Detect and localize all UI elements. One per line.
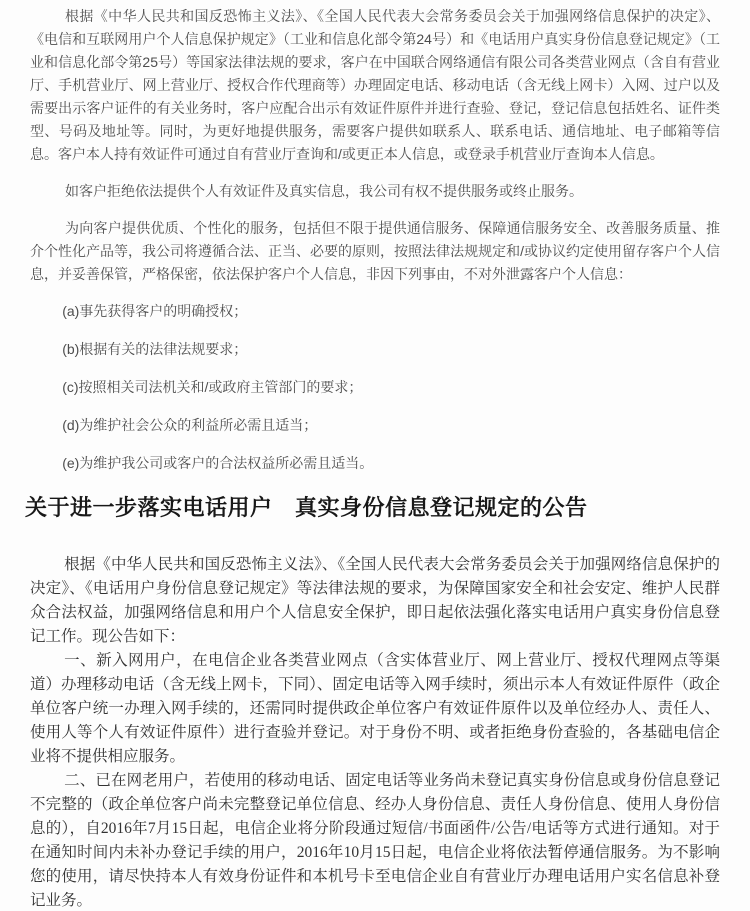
policy-paragraph-1: 根据《中华人民共和国反恐怖主义法》、《全国人民代表大会常务委员会关于加强网络信息保护的决定》、《电信和互联网用户个人信息保护规定》（工业和信息化部令第24号）和《电话用户真实身份信息登记规定》（工业和信息化部令第25号）等国家法律法规的要求，客户在中国联合网络通信有限公司各类营业网点（含自有营业厅、手机营业厅、网上营业厅、授权合作代理商等）办理固定电话、移动电话（含无线上网卡）入网、过户以及需要出示客户证件的有关业务时，客户应配合出示有效证件原件并进行查验、登记，登记信息包括姓名、证件类型、号码及地址等。同时，为更好地提供服务，需要客户提供如联系人、联系电话、通信地址、电子邮箱等信息。客户本人持有效证件可通过自有营业厅查询和/或更正本人信息，或登录手机营业厅查询本人信息。 xyxy=(30,8,720,162)
announcement-section xyxy=(30,553,720,911)
announcement-title: 关于进一步落实电话用户 真实身份信息登记规定的公告 xyxy=(25,495,588,520)
privacy-policy-section xyxy=(30,5,720,475)
announcement-paragraph-3: 二、已在网老用户，若使用的移动电话、固定电话等业务尚未登记真实身份信息或身份信息登记不完整的（政企单位客户尚未完整登记单位信息、经办人身份信息、责任人身份信息、使用人身份信息的），自2016年7月15日起，电信企业将分阶段通过短信/书面函件/公告/电话等方式进行通知。对于在通知时间内未补办登记手续的用户，2016年10月15日起，电信企业将依法暂停通信服务。为不影响您的使用，请尽快持本人有效身份证件和本机号卡至电信企业自有营业厅办理电话用户实名信息补登记业务。 xyxy=(30,772,720,909)
policy-list-item-d: (d)为维护社会公众的利益所必需且适当； xyxy=(62,417,318,433)
policy-list-item-a: (a)事先获得客户的明确授权； xyxy=(62,303,248,319)
policy-list-item-c: (c)按照相关司法机关和/或政府主管部门的要求； xyxy=(62,379,363,395)
announcement-paragraph-2: 一、新入网用户，在电信企业各类营业网点（含实体营业厅、网上营业厅、授权代理网点等渠道）办理移动电话（含无线上网卡，下同）、固定电话等入网手续时，须出示本人有效证件原件（政企单位客户统一办理入网手续的，还需同时提供政企单位客户有效证件原件以及单位经办人、责任人、使用人等个人有效证件原件）进行查验并登记。对于身份不明、或者拒绝身份查验的，各基础电信企业将不提供相应服务。 xyxy=(30,652,720,765)
policy-paragraph-3: 为向客户提供优质、个性化的服务，包括但不限于提供通信服务、保障通信服务安全、改善服务质量、推介个性化产品等，我公司将遵循合法、正当、必要的原则，按照法律法规规定和/或协议约定使用留存客户个人信息，并妥善保管，严格保密，依法保护客户个人信息，非因下列事由，不对外泄露客户个人信息： xyxy=(30,220,720,282)
policy-list-item-b: (b)根据有关的法律法规要求； xyxy=(62,341,248,357)
announcement-paragraph-1: 根据《中华人民共和国反恐怖主义法》、《全国人民代表大会常务委员会关于加强网络信息保护的决定》、《电话用户身份信息登记规定》等法律法规的要求，为保障国家安全和社会安定、维护人民群众合法权益，加强网络信息和用户个人信息安全保护，即日起依法强化落实电话用户真实身份信息登记工作。现公告如下： xyxy=(30,556,720,645)
policy-paragraph-2: 如客户拒绝依法提供个人有效证件及真实信息，我公司有权不提供服务或终止服务。 xyxy=(65,183,583,199)
policy-list-item-e: (e)为维护我公司或客户的合法权益所必需且适当。 xyxy=(62,455,374,471)
